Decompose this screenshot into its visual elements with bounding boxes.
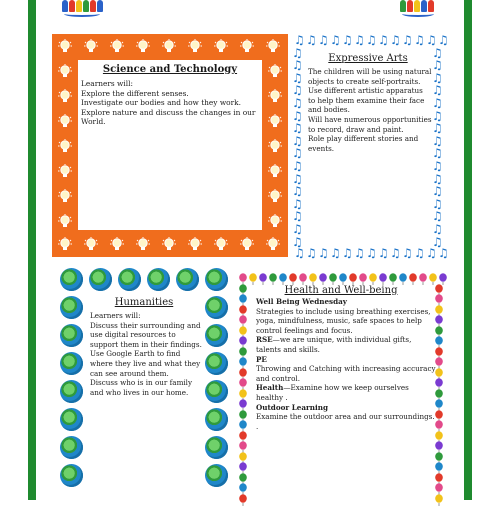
music-note-icon: ♫: [342, 33, 353, 47]
music-note-icon: ♫: [294, 246, 305, 260]
balloon-icon: [434, 491, 444, 503]
humanities-line: Discuss who is in our family and who lives in our home.: [90, 378, 193, 397]
lightbulb-icon: [268, 214, 282, 230]
balloon-icon: [238, 491, 248, 503]
music-note-icon: ♫: [432, 121, 443, 136]
balloon-icon: [368, 270, 378, 282]
humanities-line: Discuss their surrounding and use digital resources to support them in their findings.: [90, 320, 202, 349]
science-line: Explore nature and discuss the changes in our World.: [81, 107, 256, 127]
music-note-icon: ♫: [292, 196, 303, 211]
balloon-icon: [248, 270, 258, 282]
globe-icon: [60, 464, 83, 487]
music-note-icon: ♫: [354, 246, 365, 260]
arts-line: Will have numerous opportunities to record, draw and paint.: [308, 114, 432, 134]
lightbulb-icon: [58, 189, 72, 205]
music-note-icon: ♫: [292, 222, 303, 236]
music-note-icon: ♫: [292, 146, 303, 161]
balloon-icon: [268, 270, 278, 282]
music-note-icon: ♫: [292, 184, 303, 199]
lightbulb-icon: [58, 114, 72, 130]
lightbulb-icon: [162, 39, 176, 55]
music-note-icon: ♫: [432, 83, 443, 98]
music-note-icon: ♫: [318, 246, 329, 260]
music-note-icon: ♫: [306, 33, 317, 47]
globe-icon: [89, 268, 112, 291]
lightbulb-icon: [268, 164, 282, 180]
lightbulb-icon: [58, 64, 72, 80]
lightbulb-icon: [136, 237, 150, 253]
science-line: Explore the different senses.: [81, 88, 189, 98]
globe-icon: [147, 268, 170, 291]
humanities-line: Learners will:: [90, 311, 141, 320]
arts-line: Use different artistic apparatus to help them examine their face and bodies.: [308, 86, 425, 115]
health-paragraph: [256, 383, 436, 402]
globe-icon: [60, 408, 83, 431]
health-item-text: —Examine how we keep ourselves healthy .: [256, 383, 409, 402]
globe-icon: [205, 268, 228, 291]
balloon-icon: [408, 270, 418, 282]
balloon-icon: [378, 270, 388, 282]
wellbeing-heading: Well Being Wednesday: [256, 297, 347, 306]
music-note-icon: ♫: [432, 58, 443, 73]
music-note-icon: ♫: [432, 133, 443, 148]
globe-icon: [205, 408, 228, 431]
music-note-icon: ♫: [432, 234, 443, 249]
lightbulb-icon: [58, 89, 72, 105]
globe-icon: [205, 352, 228, 375]
science-line: Learners will:: [81, 79, 133, 88]
globe-icon: [118, 268, 141, 291]
lightbulb-icon: [266, 39, 280, 55]
music-note-icon: ♫: [390, 246, 401, 260]
balloon-icon: [278, 270, 288, 282]
music-note-icon: ♫: [432, 70, 443, 85]
lightbulb-icon: [188, 237, 202, 253]
music-note-icon: ♫: [292, 58, 303, 73]
lightbulb-icon: [110, 39, 124, 55]
lightbulb-icon: [268, 64, 282, 80]
music-note-icon: ♫: [292, 159, 303, 173]
arts-text: [308, 67, 432, 153]
lightbulb-icon: [214, 237, 228, 253]
globe-icon: [205, 296, 228, 319]
music-note-icon: ♫: [366, 246, 377, 260]
science-line: Investigate our bodies and how they work.: [81, 98, 241, 108]
swoosh-right: [402, 11, 434, 17]
rse-label: RSE: [256, 335, 273, 345]
balloon-icon: [258, 270, 268, 282]
music-note-icon: ♫: [354, 33, 365, 47]
lightbulb-icon: [214, 39, 228, 55]
music-note-icon: ♫: [292, 209, 303, 224]
music-note-icon: ♫: [292, 83, 303, 98]
swoosh-left: [64, 11, 100, 17]
globe-icon: [60, 352, 83, 375]
music-note-icon: ♫: [390, 33, 401, 47]
balloon-icon: [338, 270, 348, 282]
music-note-icon: ♫: [402, 246, 413, 260]
health-panel: [234, 266, 448, 500]
lightbulb-icon: [240, 39, 254, 55]
globe-icon: [176, 268, 199, 291]
globe-icon: [60, 268, 83, 291]
lightbulb-icon: [84, 237, 98, 253]
lightbulb-icon: [58, 164, 72, 180]
music-note-icon: ♫: [432, 159, 443, 173]
music-note-icon: ♫: [414, 33, 425, 47]
music-note-icon: ♫: [342, 246, 353, 260]
globe-icon: [60, 380, 83, 403]
music-note-icon: ♫: [402, 33, 413, 47]
balloon-icon: [308, 270, 318, 282]
lightbulb-icon: [268, 114, 282, 130]
science-text: [81, 79, 259, 127]
health-label: Health: [256, 383, 284, 393]
lightbulb-icon: [162, 237, 176, 253]
music-note-icon: ♫: [432, 146, 443, 161]
lightbulb-icon: [58, 139, 72, 155]
lightbulb-icon: [110, 237, 124, 253]
balloon-icon: [328, 270, 338, 282]
music-note-icon: ♫: [306, 246, 317, 260]
music-note-icon: ♫: [292, 121, 303, 136]
globe-icon: [205, 324, 228, 347]
outdoor-heading: Outdoor Learning: [256, 402, 328, 412]
music-note-icon: ♫: [378, 33, 389, 47]
music-note-icon: ♫: [432, 45, 443, 60]
music-note-icon: ♫: [292, 171, 303, 186]
music-note-icon: ♫: [330, 246, 341, 260]
wellbeing-text: Strategies to include using breathing exercises, yoga, mindfulness, music, safe spaces to help control feelings and focus.: [256, 306, 431, 335]
science-title: Science and Technology: [102, 64, 238, 75]
balloon-icon: [288, 270, 298, 282]
balloon-icon: [298, 270, 308, 282]
music-note-icon: ♫: [432, 96, 443, 110]
music-note-icon: ♫: [432, 209, 443, 224]
humanities-text: [90, 311, 202, 397]
humanities-title: Humanities: [114, 297, 174, 308]
music-note-icon: ♫: [366, 33, 377, 47]
music-note-icon: ♫: [292, 45, 303, 60]
lightbulb-icon: [240, 237, 254, 253]
globe-icon: [205, 436, 228, 459]
balloon-icon: [418, 270, 428, 282]
outdoor-text: Examine the outdoor area and our surroundings. .: [256, 412, 435, 431]
science-content: [78, 60, 262, 230]
music-note-icon: ♫: [414, 246, 425, 260]
music-note-icon: ♫: [292, 133, 303, 148]
rse-text: —we are unique, with individual gifts, talents and skills.: [256, 335, 412, 354]
music-note-icon: ♫: [432, 171, 443, 186]
music-note-icon: ♫: [318, 33, 329, 47]
lightbulb-icon: [268, 189, 282, 205]
globe-icon: [205, 380, 228, 403]
health-title: Health and Well-being: [284, 285, 398, 296]
lightbulb-icon: [136, 39, 150, 55]
music-note-icon: ♫: [438, 246, 449, 260]
music-note-icon: ♫: [426, 33, 437, 47]
music-note-icon: ♫: [432, 108, 443, 123]
lightbulb-icon: [58, 214, 72, 230]
lightbulb-icon: [188, 39, 202, 55]
arts-title: Expressive Arts: [328, 53, 408, 64]
globe-icon: [205, 464, 228, 487]
music-note-icon: ♫: [426, 246, 437, 260]
lightbulb-icon: [58, 237, 72, 253]
lightbulb-icon: [58, 39, 72, 55]
lightbulb-icon: [84, 39, 98, 55]
lightbulb-icon: [268, 139, 282, 155]
music-note-icon: ♫: [292, 96, 303, 110]
music-note-icon: ♫: [378, 246, 389, 260]
humanities-line: Use Google Earth to find where they live and what they can see around them.: [90, 349, 201, 378]
music-note-icon: ♫: [292, 70, 303, 85]
music-note-icon: ♫: [330, 33, 341, 47]
science-panel: [52, 34, 288, 257]
globe-icon: [60, 436, 83, 459]
music-note-icon: ♫: [292, 234, 303, 249]
music-note-icon: ♫: [294, 33, 305, 47]
balloon-icon: [388, 270, 398, 282]
arts-line: Role play different stories and events.: [308, 134, 419, 153]
health-text: [256, 297, 436, 431]
arts-line: The children will be using natural objects to create self-portraits.: [308, 67, 432, 86]
rse-paragraph: [256, 335, 436, 354]
music-note-icon: ♫: [432, 222, 443, 236]
pe-heading: PE: [256, 354, 267, 364]
balloon-icon: [398, 270, 408, 282]
music-note-icon: ♫: [432, 184, 443, 199]
globe-icon: [60, 296, 83, 319]
globe-icon: [60, 324, 83, 347]
balloon-icon: [348, 270, 358, 282]
lightbulb-icon: [266, 237, 280, 253]
expressive-arts-panel: [290, 32, 449, 262]
balloon-icon: [318, 270, 328, 282]
humanities-panel: [56, 266, 232, 500]
lightbulb-icon: [268, 89, 282, 105]
pe-text: Throwing and Catching with increasing accuracy and control.: [256, 364, 436, 383]
music-note-icon: ♫: [432, 196, 443, 211]
balloon-icon: [358, 270, 368, 282]
music-note-icon: ♫: [292, 108, 303, 123]
music-note-icon: ♫: [438, 33, 449, 47]
